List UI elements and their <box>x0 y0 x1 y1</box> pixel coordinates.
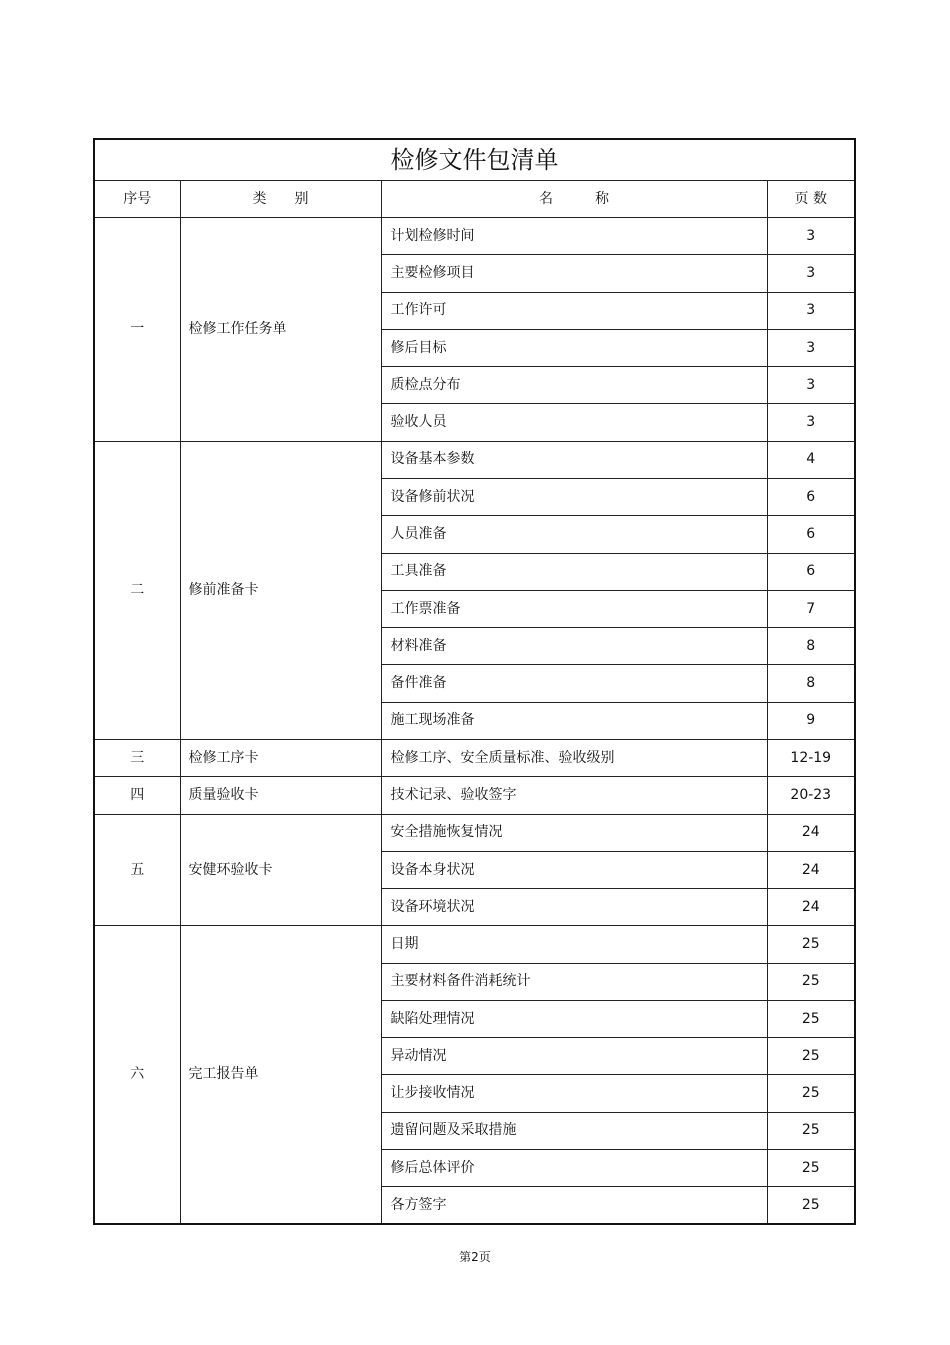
table-row <box>94 218 855 255</box>
item-name: 施工现场准备 <box>381 702 767 739</box>
group-category: 检修工序卡 <box>180 739 381 776</box>
item-name: 主要检修项目 <box>381 255 767 292</box>
item-name: 人员准备 <box>381 516 767 553</box>
item-pages: 3 <box>767 329 855 366</box>
table-row <box>94 739 855 776</box>
item-pages: 3 <box>767 404 855 441</box>
item-name: 设备本身状况 <box>381 851 767 888</box>
group-seq: 六 <box>94 926 180 1224</box>
item-pages: 6 <box>767 553 855 590</box>
item-pages: 3 <box>767 218 855 255</box>
item-pages: 6 <box>767 516 855 553</box>
item-pages: 25 <box>767 963 855 1000</box>
item-pages: 12-19 <box>767 739 855 776</box>
header-category: 类 别 <box>180 181 381 218</box>
group-category: 安健环验收卡 <box>180 814 381 926</box>
item-name: 缺陷处理情况 <box>381 1000 767 1037</box>
item-name: 材料准备 <box>381 628 767 665</box>
group-category: 修前准备卡 <box>180 441 381 739</box>
group-seq: 五 <box>94 814 180 926</box>
group-seq: 二 <box>94 441 180 739</box>
item-pages: 9 <box>767 702 855 739</box>
item-pages: 25 <box>767 1038 855 1075</box>
item-pages: 25 <box>767 1112 855 1149</box>
item-name: 计划检修时间 <box>381 218 767 255</box>
table-row <box>94 814 855 851</box>
item-name: 设备修前状况 <box>381 478 767 515</box>
item-name: 修后总体评价 <box>381 1150 767 1187</box>
group-seq: 一 <box>94 218 180 442</box>
item-name: 检修工序、安全质量标准、验收级别 <box>381 739 767 776</box>
item-pages: 6 <box>767 478 855 515</box>
item-pages: 7 <box>767 590 855 627</box>
item-pages: 24 <box>767 814 855 851</box>
item-pages: 3 <box>767 292 855 329</box>
header-pages: 页 数 <box>767 181 855 218</box>
item-name: 修后目标 <box>381 329 767 366</box>
table-row <box>94 926 855 963</box>
item-name: 技术记录、验收签字 <box>381 777 767 814</box>
item-name: 设备基本参数 <box>381 441 767 478</box>
item-name: 安全措施恢复情况 <box>381 814 767 851</box>
item-pages: 3 <box>767 255 855 292</box>
item-pages: 8 <box>767 665 855 702</box>
item-pages: 25 <box>767 1187 855 1224</box>
item-name: 备件准备 <box>381 665 767 702</box>
item-name: 主要材料备件消耗统计 <box>381 963 767 1000</box>
group-category: 完工报告单 <box>180 926 381 1224</box>
item-pages: 8 <box>767 628 855 665</box>
item-name: 异动情况 <box>381 1038 767 1075</box>
item-pages: 3 <box>767 367 855 404</box>
page-title: 检修文件包清单 <box>94 139 855 181</box>
header-seq: 序号 <box>94 181 180 218</box>
page-number: 第2页 <box>459 1250 491 1264</box>
table-body <box>94 218 855 1225</box>
table-row <box>94 777 855 814</box>
item-pages: 25 <box>767 926 855 963</box>
item-name: 日期 <box>381 926 767 963</box>
item-name: 让步接收情况 <box>381 1075 767 1112</box>
item-pages: 24 <box>767 851 855 888</box>
item-pages: 25 <box>767 1000 855 1037</box>
item-name: 设备环境状况 <box>381 889 767 926</box>
item-name: 工作票准备 <box>381 590 767 627</box>
item-name: 工作许可 <box>381 292 767 329</box>
item-pages: 24 <box>767 889 855 926</box>
item-name: 验收人员 <box>381 404 767 441</box>
inventory-table <box>93 138 856 1225</box>
header-name: 名 称 <box>381 181 767 218</box>
item-pages: 20-23 <box>767 777 855 814</box>
group-category: 检修工作任务单 <box>180 218 381 442</box>
table-row <box>94 441 855 478</box>
item-name: 质检点分布 <box>381 367 767 404</box>
item-pages: 25 <box>767 1150 855 1187</box>
item-pages: 25 <box>767 1075 855 1112</box>
group-seq: 四 <box>94 777 180 814</box>
group-category: 质量验收卡 <box>180 777 381 814</box>
item-name: 各方签字 <box>381 1187 767 1224</box>
item-name: 工具准备 <box>381 553 767 590</box>
item-name: 遗留问题及采取措施 <box>381 1112 767 1149</box>
group-seq: 三 <box>94 739 180 776</box>
item-pages: 4 <box>767 441 855 478</box>
